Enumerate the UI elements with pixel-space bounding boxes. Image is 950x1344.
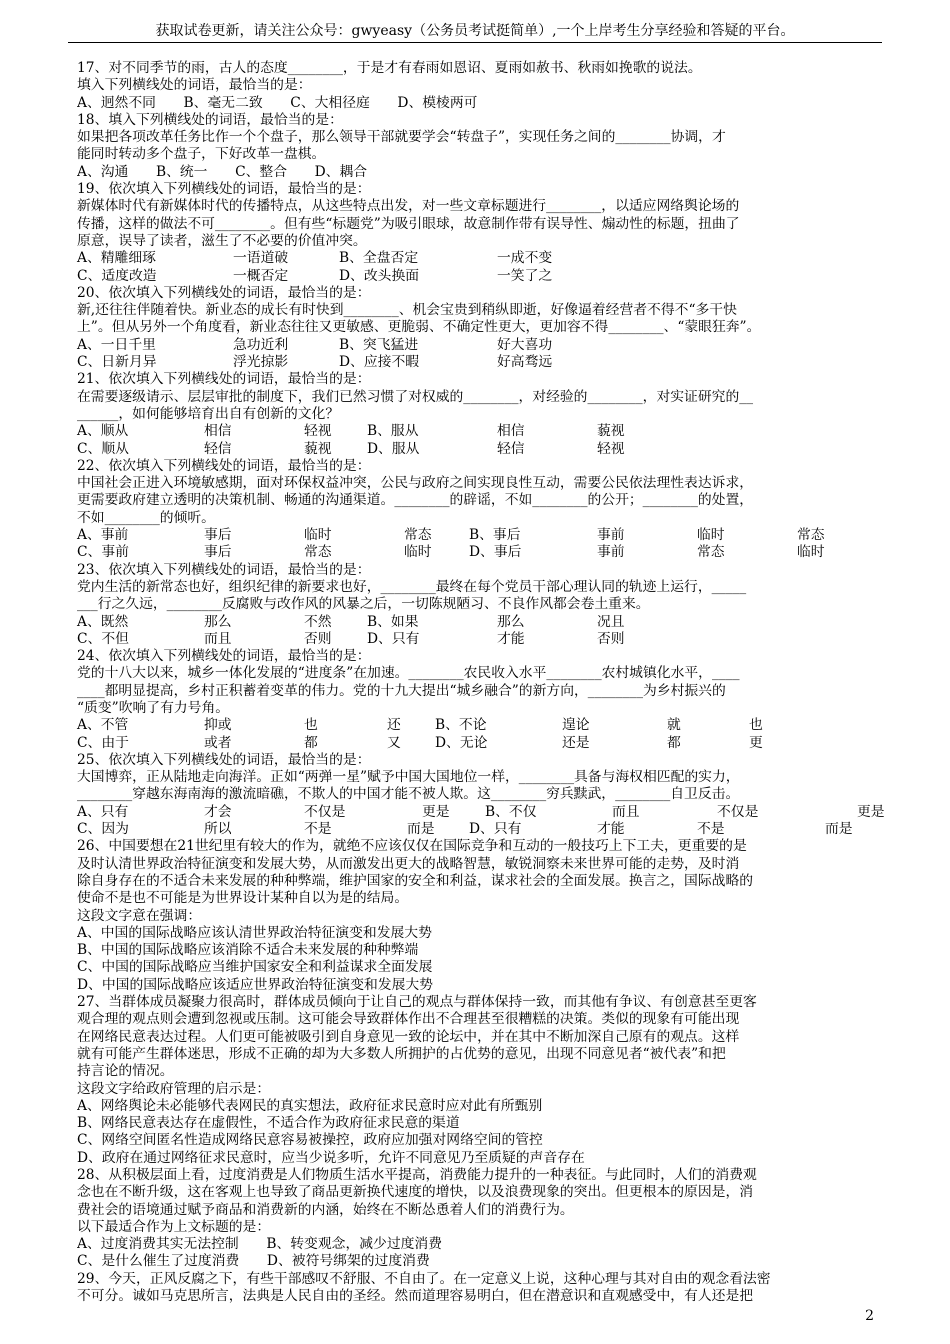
text-line: ________穿越东海南海的激流暗礁，不欺人的中国才能不被人欺。这________穷兵黩武，________自卫反击。 — [77, 786, 740, 803]
option-cell: D、服从 — [367, 440, 420, 457]
option-cell: 而且 — [612, 803, 640, 820]
text-line: C、是什么催生了过度消费 D、被符号绑架的过度消费 — [77, 1253, 430, 1270]
option-cell: 还 — [387, 717, 401, 734]
option-row — [77, 717, 877, 734]
text-line: A、网络舆论未必能够代表网民的真实想法，政府征求民意时应对此有所甄别 — [77, 1097, 543, 1114]
text-line: ______，如何能够培育出自有创新的文化？ — [77, 405, 340, 422]
text-line: D、中国的国际战略应该适应世界政治特征演变和发展大势 — [77, 976, 433, 993]
option-row — [77, 631, 877, 648]
text-line: 新,还往往伴随着快。新业态的成长有时快到________、机会宝贵到稍纵即逝，好像逼着经营者不得不“多干快 — [77, 302, 737, 319]
question-line: 17、对不同季节的雨，古人的态度________，于是才有春雨如恩诏、夏雨如赦书、秋雨如挽歌的说法。 — [77, 60, 702, 76]
option-cell: A、只有 — [77, 803, 129, 820]
option-cell: 一语道破 — [233, 250, 289, 267]
option-cell: A、一日千里 — [77, 336, 156, 353]
question-line: 25、依次填入下列横线处的词语，最恰当的是： — [77, 751, 371, 768]
option-cell: B、事后 — [469, 527, 521, 544]
question-line: 19、依次填入下列横线处的词语，最恰当的是： — [77, 181, 371, 198]
text-line: A、中国的国际战略应该认清世界政治特征演变和发展大势 — [77, 924, 432, 941]
text-line: 这段文字意在强调： — [77, 907, 202, 924]
question-line: 21、依次填入下列横线处的词语，最恰当的是： — [77, 371, 371, 388]
question-line: 29、今天，正风反腐之下，有些干部感叹不舒服、不自由了。在一定意义上说，这种心理与其对自由的观念看法密 — [77, 1270, 771, 1287]
option-cell: 藐视 — [304, 440, 332, 457]
text-line: 填入下列横线处的词语，最恰当的是： — [77, 77, 312, 94]
text-line: C、网络空间匿名性造成网络民意容易被操控，政府应加强对网络空间的管控 — [77, 1132, 543, 1149]
option-row — [77, 614, 877, 631]
text-line: C、中国的国际战略应当维护国家安全和利益谋求全面发展 — [77, 959, 433, 976]
option-cell: 或者 — [204, 734, 232, 751]
option-row — [77, 735, 877, 752]
option-cell: 否则 — [597, 630, 625, 647]
option-cell: 藐视 — [597, 423, 625, 440]
option-cell: 更是 — [857, 803, 885, 820]
option-cell: 更 — [749, 734, 763, 751]
option-row — [77, 250, 877, 267]
option-cell: 又 — [387, 734, 401, 751]
document-body — [77, 60, 885, 1305]
option-cell: 相信 — [204, 423, 232, 440]
option-cell: 常态 — [697, 544, 725, 561]
question-line: 26、中国要想在21世纪里有较大的作为，就绝不应该仅仅在国际竞争和互动的一般技巧上下工夫，更重要的是 — [77, 838, 747, 855]
option-cell: 就 — [667, 717, 681, 734]
option-cell: 不是 — [697, 821, 725, 838]
option-cell: 常态 — [404, 527, 432, 544]
option-cell: A、精雕细琢 — [77, 250, 156, 267]
option-cell: 所以 — [204, 821, 232, 838]
text-line: B、中国的国际战略应该消除不适合未来发展的种种弊端 — [77, 942, 419, 959]
question-line: 23、依次填入下列横线处的词语，最恰当的是： — [77, 561, 371, 578]
option-cell: 轻视 — [597, 440, 625, 457]
option-cell: 临时 — [797, 544, 825, 561]
option-cell: 才能 — [597, 821, 625, 838]
question-line: 28、从积极层面上看，过度消费是人们物质生活水平提高，消费能力提升的一种表征。与此同时，人们的消费观 — [77, 1167, 757, 1183]
text-line: 念也在不断升级，这在客观上也导致了商品更新换代速度的增快，以及浪费现象的突出。但更根本的原因是，消 — [77, 1184, 754, 1201]
option-cell: 常态 — [797, 527, 825, 544]
text-line: 观合理的观点则会遭到忽视或压制。这可能会导致群体作出不合理甚至很糟糕的决策。类似的现象有可能出现 — [77, 1011, 740, 1028]
text-line: 除自身存在的不适合未来发展的种种弊端，维护国家的安全和利益，谋求社会的全面发展。换言之，国际战略的 — [77, 872, 754, 889]
text-line: 能同时转动多个盘子，下好改革一盘棋。 — [77, 146, 326, 163]
option-cell: C、由于 — [77, 734, 129, 751]
option-cell: 好高骛远 — [497, 354, 553, 371]
option-cell: B、全盘否定 — [339, 250, 419, 267]
option-cell: 一成不变 — [497, 250, 553, 267]
option-cell: C、不但 — [77, 630, 129, 647]
option-cell: 浮光掠影 — [233, 354, 289, 371]
option-cell: 临时 — [404, 544, 432, 561]
option-cell: C、日新月异 — [77, 354, 157, 371]
option-cell: 都 — [667, 734, 681, 751]
option-cell: 相信 — [497, 423, 525, 440]
option-cell: 好大喜功 — [497, 336, 553, 353]
text-line: A、迥然不同 B、毫无二致 C、大相径庭 D、模棱两可 — [77, 94, 478, 111]
option-cell: 不仅是 — [304, 803, 346, 820]
option-cell: A、事前 — [77, 527, 129, 544]
option-cell: 急功近利 — [233, 336, 289, 353]
question-line: 22、依次填入下列横线处的词语，最恰当的是： — [77, 457, 371, 474]
option-cell: D、无论 — [435, 734, 488, 751]
option-cell: D、改头换面 — [339, 267, 420, 284]
text-line: 党的十八大以来，城乡一体化发展的“进度条”在加速。________农民收入水平________农村城镇化水平，____ — [77, 665, 740, 682]
option-cell: A、既然 — [77, 613, 129, 630]
text-line: A、过度消费其实无法控制 B、转变观念，减少过度消费 — [77, 1236, 443, 1253]
option-cell: B、不仅 — [485, 803, 537, 820]
option-cell: 遑论 — [562, 717, 590, 734]
option-cell: 临时 — [697, 527, 725, 544]
option-cell: 事后 — [204, 544, 232, 561]
page-number: 2 — [865, 1308, 874, 1324]
option-cell: D、只有 — [469, 821, 522, 838]
text-line: 原意，误导了读者，滋生了不必要的价值冲突。 — [77, 232, 367, 249]
text-line: “质变”吹响了有力号角。 — [77, 699, 230, 716]
option-cell: 况且 — [597, 613, 625, 630]
page-header: 获取试卷更新，请关注公众号：gwyeasy（公务员考试挺简单）,一个上岸考生分享经验和答疑的平台。 — [155, 23, 795, 39]
text-line: 这段文字给政府管理的启示是： — [77, 1080, 271, 1097]
option-cell: 不是 — [304, 821, 332, 838]
option-cell: 还是 — [562, 734, 590, 751]
text-line: 费社会的语境通过赋予商品和消费新的内涵，始终在不断怂恿着人们的消费行为。 — [77, 1201, 574, 1218]
option-cell: 那么 — [204, 613, 232, 630]
option-cell: 也 — [304, 717, 318, 734]
text-line: 就有可能产生群体迷思，形成不正确的却为大多数人所拥护的占优势的意见，出现不同意见者“被代表”和把 — [77, 1045, 726, 1062]
option-row — [77, 268, 877, 285]
option-cell: C、适度改造 — [77, 267, 157, 284]
option-cell: D、应接不暇 — [339, 354, 420, 371]
option-cell: 不然 — [304, 613, 332, 630]
text-line: 中国社会正进入环境敏感期，面对环保权益冲突，公民与政府之间实现良性互动，需要公民依法理性表达诉求， — [77, 475, 754, 492]
option-cell: 不仅是 — [717, 803, 759, 820]
option-row — [77, 423, 877, 440]
option-cell: 而是 — [825, 821, 853, 838]
option-cell: B、服从 — [367, 423, 419, 440]
option-cell: 常态 — [304, 544, 332, 561]
option-cell: D、事后 — [469, 544, 522, 561]
option-cell: 都 — [304, 734, 318, 751]
option-cell: 而且 — [204, 630, 232, 647]
option-row — [77, 803, 885, 821]
text-line: 更需要政府建立透明的决策机制、畅通的沟通渠道。________的辟谣，不如________的公开；________的处置， — [77, 492, 754, 509]
text-line: ____都明显提高，乡村正积蓄着变革的伟力。党的十九大提出“城乡融合”的新方向，________为乡村振兴的 — [77, 682, 726, 699]
option-cell: 否则 — [304, 630, 332, 647]
option-cell: 才会 — [204, 803, 232, 820]
option-row — [77, 354, 877, 371]
text-line: B、网络民意表达存在虚假性，不适合作为政府征求民意的渠道 — [77, 1115, 460, 1132]
text-line: 在网络民意表达过程。人们更可能被吸引到自身意见一致的论坛中，并在其中不断加深自己原有的观点。这样 — [77, 1028, 740, 1045]
option-cell: 轻视 — [304, 423, 332, 440]
option-row — [77, 527, 877, 544]
option-cell: A、不管 — [77, 717, 129, 734]
question-line: 27、当群体成员凝聚力很高时，群体成员倾向于让自己的观点与群体保持一致，而其他有争议、有创意甚至更客 — [77, 994, 757, 1011]
option-cell: 才能 — [497, 630, 525, 647]
option-cell: B、如果 — [367, 613, 419, 630]
option-cell: 轻信 — [497, 440, 525, 457]
option-cell: 临时 — [304, 527, 332, 544]
option-row — [77, 544, 877, 561]
option-cell: C、事前 — [77, 544, 129, 561]
option-cell: 事前 — [597, 527, 625, 544]
text-line: 使命不是也不可能是为世界设计某种自以为是的结局。 — [77, 890, 409, 907]
option-cell: C、因为 — [77, 821, 129, 838]
text-line: D、政府在通过网络征求民意时，应当少说多听，允许不同意见乃至质疑的声音存在 — [77, 1149, 585, 1166]
text-line: 不如________的倾听。 — [77, 509, 215, 526]
text-line: 不可分。诚如马克思所言，法典是人民自由的圣经。然而道理容易明白，但在潜意识和直观感受中，有人还是把 — [77, 1288, 754, 1305]
text-line: 上”。但从另外一个角度看，新业态往往又更敏感、更脆弱、不确定性更大，更加容不得________、“蒙眼狂奔”。 — [77, 319, 761, 336]
option-cell: 抑或 — [204, 717, 232, 734]
option-cell: D、只有 — [367, 630, 420, 647]
option-row — [77, 821, 877, 838]
question-line: 20、依次填入下列横线处的词语，最恰当的是： — [77, 284, 371, 301]
option-cell: 一概否定 — [233, 267, 289, 284]
text-line: 如果把各项改革任务比作一个个盘子，那么领导干部就要学会“转盘子”，实现任务之间的________协调，才 — [77, 129, 726, 146]
text-line: 在需要逐级请示、层层审批的制度下，我们已然习惯了对权威的________，对经验的________，对实证研究的__ — [77, 388, 754, 405]
option-row — [77, 441, 877, 458]
text-line: 及时认清世界政治特征演变和发展大势，从而激发出更大的战略智慧，敏锐洞察未来世界可能的走势，及时消 — [77, 855, 740, 872]
text-line: 党内生活的新常态也好，组织纪律的新要求也好，________最终在每个党员干部心理认同的轨迹上运行，_____ — [77, 578, 747, 595]
text-line: A、沟通 B、统一 C、整合 D、耦合 — [77, 163, 368, 180]
text-line: 新媒体时代有新媒体时代的传播特点，从这些特点出发，对一些文章标题进行________，以适应网络舆论场的 — [77, 198, 740, 215]
option-cell: 也 — [749, 717, 763, 734]
option-cell: 而是 — [407, 821, 435, 838]
text-line: ___行之久远，________反腐败与改作风的风暴之后，一切陈规陋习、不良作风都会卷土重来。 — [77, 596, 650, 613]
option-cell: 一笑了之 — [497, 267, 553, 284]
header-rule — [68, 42, 882, 43]
option-cell: 那么 — [497, 613, 525, 630]
option-row — [77, 337, 877, 354]
option-cell: 事前 — [597, 544, 625, 561]
option-cell: A、顺从 — [77, 423, 129, 440]
question-line: 18、填入下列横线处的词语，最恰当的是： — [77, 111, 343, 128]
text-line: 大国博弈，正从陆地走向海洋。正如“两弹一星”赋予中国大国地位一样，________具备与海权相匹配的实力， — [77, 769, 740, 786]
text-line: 以下最适合作为上文标题的是： — [77, 1218, 271, 1235]
option-cell: 事后 — [204, 527, 232, 544]
question-line: 24、依次填入下列横线处的词语，最恰当的是： — [77, 648, 371, 665]
text-line: 持言论的情况。 — [77, 1063, 174, 1080]
text-line: 传播，这样的做法不可________。但有些“标题党”为吸引眼球，故意制作带有误导性、煽动性的标题，扭曲了 — [77, 215, 740, 232]
option-cell: B、不论 — [435, 717, 487, 734]
option-cell: 轻信 — [204, 440, 232, 457]
option-cell: 更是 — [422, 803, 450, 820]
option-cell: B、突飞猛进 — [339, 336, 419, 353]
option-cell: C、顺从 — [77, 440, 129, 457]
